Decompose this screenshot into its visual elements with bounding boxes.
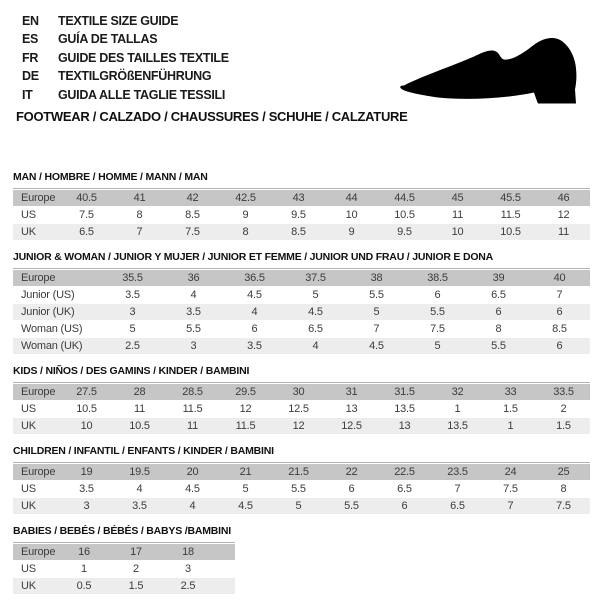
size-cell: 4 bbox=[190, 289, 197, 301]
language-label: GUIDE DES TAILLES TEXTILE bbox=[58, 50, 229, 65]
size-cell: 31 bbox=[325, 384, 378, 400]
size-cell: 2 bbox=[560, 403, 567, 415]
size-cell: 12.5 bbox=[325, 418, 378, 434]
language-code: IT bbox=[22, 87, 33, 102]
table-row bbox=[13, 287, 590, 303]
size-table-section bbox=[13, 171, 591, 241]
size-cell: 4 bbox=[136, 483, 143, 495]
size-cell: 5.5 bbox=[186, 323, 201, 335]
size-cell: 11.5 bbox=[219, 418, 272, 434]
size-cell: 3 bbox=[102, 304, 163, 320]
size-cell: 10.5 bbox=[113, 418, 166, 434]
size-cell: 38.5 bbox=[407, 270, 468, 286]
size-cell: 4 bbox=[224, 304, 285, 320]
table-row bbox=[13, 561, 235, 577]
size-cell: 5 bbox=[407, 338, 468, 354]
size-cell: 11 bbox=[166, 418, 219, 434]
size-cell: 22 bbox=[325, 464, 378, 480]
size-cell: 27.5 bbox=[60, 384, 113, 400]
size-cell: 6.5 bbox=[60, 224, 113, 240]
language-label: GUÍA DE TALLAS bbox=[58, 32, 158, 47]
row-label: UK bbox=[13, 418, 60, 434]
language-row bbox=[22, 67, 229, 85]
size-cell: 13 bbox=[345, 403, 358, 415]
language-code: ES bbox=[22, 32, 39, 47]
size-cell: 3.5 bbox=[163, 304, 224, 320]
size-cell: 10 bbox=[431, 224, 484, 240]
size-cell: 10.5 bbox=[394, 209, 415, 221]
language-row bbox=[22, 30, 229, 48]
size-cell: 5.5 bbox=[407, 304, 468, 320]
size-cell: 9.5 bbox=[291, 209, 306, 221]
size-cell: 9.5 bbox=[378, 224, 431, 240]
table-row bbox=[13, 321, 590, 337]
size-cell: 25 bbox=[537, 464, 590, 480]
row-label: UK bbox=[13, 578, 58, 594]
size-cell: 42.5 bbox=[219, 190, 272, 206]
shoe-icon bbox=[396, 32, 596, 108]
filler-cell bbox=[214, 578, 235, 594]
size-cell: 8.5 bbox=[272, 224, 325, 240]
size-cell: 24 bbox=[484, 464, 537, 480]
size-cell: 4 bbox=[285, 338, 346, 354]
size-cell: 43 bbox=[272, 190, 325, 206]
size-cell: 45 bbox=[431, 190, 484, 206]
language-label: TEXTILE SIZE GUIDE bbox=[58, 14, 179, 28]
size-table bbox=[13, 462, 590, 515]
size-cell: 32 bbox=[431, 384, 484, 400]
size-cell: 7 bbox=[373, 323, 380, 335]
size-cell: 7 bbox=[454, 483, 461, 495]
table-row bbox=[13, 384, 590, 400]
size-cell: 8 bbox=[219, 224, 272, 240]
size-cell: 5 bbox=[346, 304, 407, 320]
language-code: FR bbox=[22, 50, 39, 65]
language-label: TEXTILGRÖßENFÜHRUNG bbox=[58, 69, 212, 84]
size-cell: 28.5 bbox=[166, 384, 219, 400]
size-cell: 7 bbox=[113, 224, 166, 240]
size-cell: 44 bbox=[325, 190, 378, 206]
language-code: EN bbox=[22, 14, 39, 28]
table-row bbox=[13, 481, 590, 497]
size-cell: 6 bbox=[378, 498, 431, 514]
size-cell: 31.5 bbox=[378, 384, 431, 400]
language-row bbox=[22, 49, 229, 67]
row-label: Woman (UK) bbox=[13, 338, 102, 354]
size-table-section bbox=[13, 251, 591, 355]
size-cell: 21.5 bbox=[272, 464, 325, 480]
size-cell: 13 bbox=[378, 418, 431, 434]
row-label: Europe bbox=[13, 384, 60, 400]
size-cell: 7 bbox=[484, 498, 537, 514]
size-cell: 28 bbox=[113, 384, 166, 400]
row-label: Junior (UK) bbox=[13, 304, 102, 320]
size-cell: 6 bbox=[529, 338, 590, 354]
size-cell: 4 bbox=[166, 498, 219, 514]
table-row bbox=[13, 207, 590, 223]
language-row bbox=[22, 12, 229, 30]
size-cell: 8 bbox=[495, 323, 502, 335]
size-cell: 6 bbox=[529, 304, 590, 320]
row-label: US bbox=[21, 563, 36, 575]
size-cell: 5 bbox=[242, 483, 249, 495]
row-label: US bbox=[21, 403, 36, 415]
size-cell: 3.5 bbox=[79, 483, 94, 495]
size-cell: 5.5 bbox=[369, 289, 384, 301]
language-list bbox=[22, 12, 229, 104]
table-row bbox=[13, 464, 590, 480]
size-cell: 11.5 bbox=[500, 209, 521, 221]
size-cell: 2.5 bbox=[162, 578, 214, 594]
row-label: Europe bbox=[13, 544, 58, 560]
size-cell: 46 bbox=[537, 190, 590, 206]
size-cell: 37.5 bbox=[285, 270, 346, 286]
size-cell: 6.5 bbox=[308, 323, 323, 335]
size-cell: 6 bbox=[468, 304, 529, 320]
size-cell: 6 bbox=[348, 483, 355, 495]
size-cell: 20 bbox=[166, 464, 219, 480]
size-cell: 1 bbox=[454, 403, 461, 415]
size-cell: 11 bbox=[537, 224, 590, 240]
size-cell: 4.5 bbox=[346, 338, 407, 354]
language-label: GUIDA ALLE TAGLIE TESSILI bbox=[58, 87, 226, 102]
size-cell: 11 bbox=[133, 403, 146, 415]
table-row bbox=[13, 544, 235, 560]
size-cell: 10 bbox=[345, 209, 358, 221]
size-table bbox=[13, 268, 590, 355]
row-label: Junior (US) bbox=[21, 289, 75, 301]
size-cell: 6 bbox=[251, 323, 258, 335]
row-label: Europe bbox=[13, 464, 60, 480]
table-title: CHILDREN / INFANTIL / ENFANTS / KINDER / BAMBINI bbox=[13, 445, 274, 457]
size-cell: 5.5 bbox=[325, 498, 378, 514]
size-cell: 1 bbox=[81, 563, 87, 575]
table-row bbox=[13, 224, 590, 240]
size-cell: 6.5 bbox=[431, 498, 484, 514]
size-cell: 36 bbox=[163, 270, 224, 286]
size-cell: 0.5 bbox=[58, 578, 110, 594]
row-label: US bbox=[21, 209, 36, 221]
size-cell: 36.5 bbox=[224, 270, 285, 286]
size-cell: 7 bbox=[556, 289, 563, 301]
size-cell: 3.5 bbox=[125, 289, 140, 301]
size-cell: 4.5 bbox=[247, 289, 262, 301]
size-cell: 5 bbox=[272, 498, 325, 514]
size-cell: 19 bbox=[60, 464, 113, 480]
size-cell: 7.5 bbox=[166, 224, 219, 240]
row-label: UK bbox=[13, 224, 60, 240]
size-cell: 1.5 bbox=[537, 418, 590, 434]
filler-cell bbox=[214, 544, 235, 560]
size-cell: 3 bbox=[60, 498, 113, 514]
size-cell: 9 bbox=[325, 224, 378, 240]
size-cell: 6 bbox=[434, 289, 441, 301]
size-cell: 40.5 bbox=[60, 190, 113, 206]
size-cell: 3.5 bbox=[224, 338, 285, 354]
size-cell: 45.5 bbox=[484, 190, 537, 206]
size-tables bbox=[13, 171, 591, 600]
size-cell: 30 bbox=[272, 384, 325, 400]
size-cell: 41 bbox=[113, 190, 166, 206]
size-table-section bbox=[13, 445, 591, 515]
size-cell: 8.5 bbox=[552, 323, 567, 335]
language-row bbox=[22, 86, 229, 104]
language-code: DE bbox=[22, 69, 39, 84]
size-cell: 11 bbox=[451, 209, 464, 221]
size-cell: 18 bbox=[162, 544, 214, 560]
size-cell: 12 bbox=[239, 403, 252, 415]
size-cell: 4.5 bbox=[285, 304, 346, 320]
size-cell: 5 bbox=[312, 289, 319, 301]
table-row bbox=[13, 401, 590, 417]
row-label: UK bbox=[13, 498, 60, 514]
size-cell: 13.5 bbox=[431, 418, 484, 434]
size-cell: 1.5 bbox=[503, 403, 518, 415]
size-cell: 29.5 bbox=[219, 384, 272, 400]
size-cell: 21 bbox=[219, 464, 272, 480]
size-cell: 1 bbox=[484, 418, 537, 434]
size-cell: 9 bbox=[242, 209, 249, 221]
table-title: MAN / HOMBRE / HOMME / MANN / MAN bbox=[13, 171, 208, 183]
size-cell: 12 bbox=[557, 209, 570, 221]
row-label: Europe bbox=[13, 270, 102, 286]
size-cell: 40 bbox=[529, 270, 590, 286]
size-cell: 13.5 bbox=[394, 403, 415, 415]
size-cell: 10 bbox=[60, 418, 113, 434]
size-cell: 44.5 bbox=[378, 190, 431, 206]
table-row bbox=[13, 270, 590, 286]
size-cell: 7.5 bbox=[430, 323, 445, 335]
row-label: US bbox=[21, 483, 36, 495]
size-cell: 42 bbox=[166, 190, 219, 206]
table-row bbox=[13, 418, 590, 434]
size-cell: 12 bbox=[272, 418, 325, 434]
size-table-section bbox=[13, 525, 591, 595]
size-cell: 7.5 bbox=[79, 209, 94, 221]
table-title: KIDS / NIÑOS / DES GAMINS / KINDER / BAMBINI bbox=[13, 365, 250, 377]
table-title: BABIES / BEBÉS / BÉBÉS / BABYS /BAMBINI bbox=[13, 525, 231, 537]
size-cell: 33 bbox=[484, 384, 537, 400]
size-cell: 10.5 bbox=[76, 403, 97, 415]
size-cell: 3.5 bbox=[113, 498, 166, 514]
size-cell: 1.5 bbox=[110, 578, 162, 594]
size-cell: 2 bbox=[133, 563, 139, 575]
size-cell: 4.5 bbox=[185, 483, 200, 495]
size-cell: 5.5 bbox=[291, 483, 306, 495]
size-cell: 10.5 bbox=[484, 224, 537, 240]
size-cell: 7.5 bbox=[537, 498, 590, 514]
row-label: Woman (US) bbox=[21, 323, 83, 335]
size-table bbox=[13, 188, 590, 241]
size-cell: 6.5 bbox=[397, 483, 412, 495]
size-cell: 38 bbox=[346, 270, 407, 286]
size-cell: 19.5 bbox=[113, 464, 166, 480]
table-row bbox=[13, 498, 590, 514]
size-cell: 8 bbox=[136, 209, 143, 221]
size-table bbox=[13, 382, 590, 435]
row-label: Europe bbox=[13, 190, 60, 206]
size-cell: 8 bbox=[560, 483, 567, 495]
size-cell: 35.5 bbox=[102, 270, 163, 286]
size-cell: 5.5 bbox=[468, 338, 529, 354]
size-cell: 12.5 bbox=[288, 403, 309, 415]
size-cell: 8.5 bbox=[185, 209, 200, 221]
size-cell: 2.5 bbox=[102, 338, 163, 354]
size-cell: 39 bbox=[468, 270, 529, 286]
size-cell: 7.5 bbox=[503, 483, 518, 495]
table-row bbox=[13, 190, 590, 206]
size-cell: 3 bbox=[163, 338, 224, 354]
size-cell: 11.5 bbox=[182, 403, 203, 415]
table-row bbox=[13, 338, 590, 354]
size-cell: 33.5 bbox=[537, 384, 590, 400]
size-cell: 16 bbox=[58, 544, 110, 560]
size-cell: 3 bbox=[185, 563, 191, 575]
category-heading: FOOTWEAR / CALZADO / CHAUSSURES / SCHUHE / CALZATURE bbox=[16, 109, 408, 124]
size-cell: 23.5 bbox=[431, 464, 484, 480]
size-table bbox=[13, 542, 235, 595]
size-cell: 22.5 bbox=[378, 464, 431, 480]
size-cell: 5 bbox=[129, 323, 136, 335]
size-table-section bbox=[13, 365, 591, 435]
size-cell: 6.5 bbox=[491, 289, 506, 301]
filler-cell bbox=[214, 561, 235, 577]
size-cell: 4.5 bbox=[219, 498, 272, 514]
table-title: JUNIOR & WOMAN / JUNIOR Y MUJER / JUNIOR ET FEMME / JUNIOR UND FRAU / JUNIOR E DONA bbox=[13, 251, 494, 263]
table-row bbox=[13, 304, 590, 320]
size-cell: 17 bbox=[110, 544, 162, 560]
table-row bbox=[13, 578, 235, 594]
